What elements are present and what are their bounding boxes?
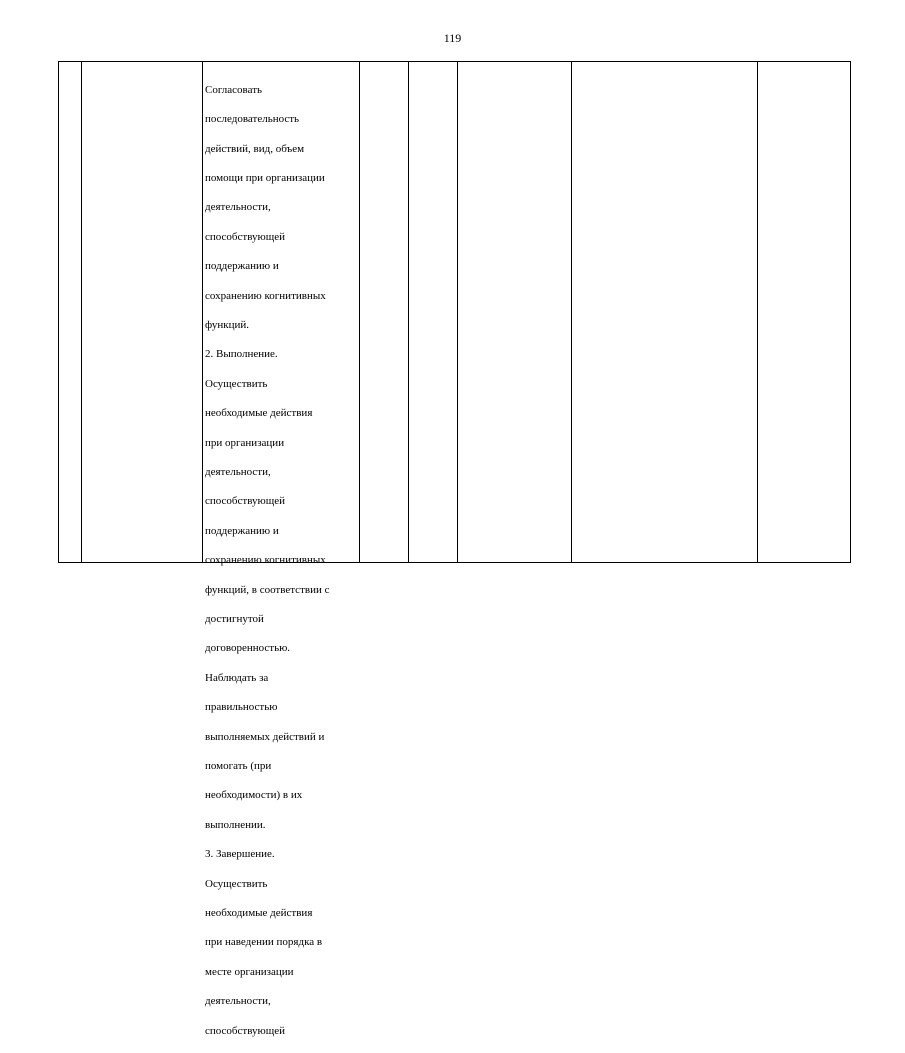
cell-line: месте организации	[205, 965, 294, 978]
cell-line: способствующей	[205, 230, 285, 243]
cell-line: последовательность	[205, 113, 300, 126]
cell-line: поддержанию и	[205, 524, 279, 537]
column-divider	[359, 62, 360, 562]
cell-line: деятельности,	[205, 995, 271, 1008]
column-divider	[202, 62, 203, 562]
cell-line: необходимые действия	[205, 907, 313, 920]
cell-line: при организации	[205, 436, 285, 449]
cell-line: 2. Выполнение.	[205, 348, 278, 361]
table-cell-procedure-text	[205, 68, 357, 1053]
cell-line: договоренностью.	[205, 642, 291, 655]
column-divider	[408, 62, 409, 562]
table	[58, 61, 851, 1037]
cell-line: сохранению когнитивных	[205, 554, 326, 567]
cell-line: Осуществить	[205, 877, 268, 890]
cell-line: необходимые действия	[205, 407, 313, 420]
cell-line: способствующей	[205, 495, 285, 508]
cell-line: функций.	[205, 318, 249, 331]
cell-line: выполнении.	[205, 818, 266, 831]
cell-line: необходимости) в их	[205, 789, 303, 802]
cell-line: при наведении порядка в	[205, 936, 323, 949]
cell-line: помощи при организации	[205, 171, 325, 184]
column-divider	[571, 62, 572, 562]
cell-line: выполняемых действий и	[205, 730, 325, 743]
cell-line: деятельности,	[205, 201, 271, 214]
column-divider	[81, 62, 82, 562]
cell-line: правильностью	[205, 701, 278, 714]
cell-line: функций, в соответствии с	[205, 583, 330, 596]
cell-line: 3. Завершение.	[205, 848, 275, 861]
cell-line: действий, вид, объем	[205, 142, 305, 155]
cell-line: сохранению когнитивных	[205, 289, 326, 302]
column-divider	[457, 62, 458, 562]
cell-line: достигнутой	[205, 613, 264, 626]
cell-line: Наблюдать за	[205, 671, 269, 684]
cell-line: поддержанию и	[205, 260, 279, 273]
cell-line: способствующей	[205, 1024, 285, 1037]
cell-line: деятельности,	[205, 465, 271, 478]
page-number: 119	[443, 31, 462, 45]
cell-line: Согласовать	[205, 83, 263, 96]
column-divider	[757, 62, 758, 562]
cell-line: помогать (при	[205, 760, 272, 773]
cell-line: Осуществить	[205, 377, 268, 390]
